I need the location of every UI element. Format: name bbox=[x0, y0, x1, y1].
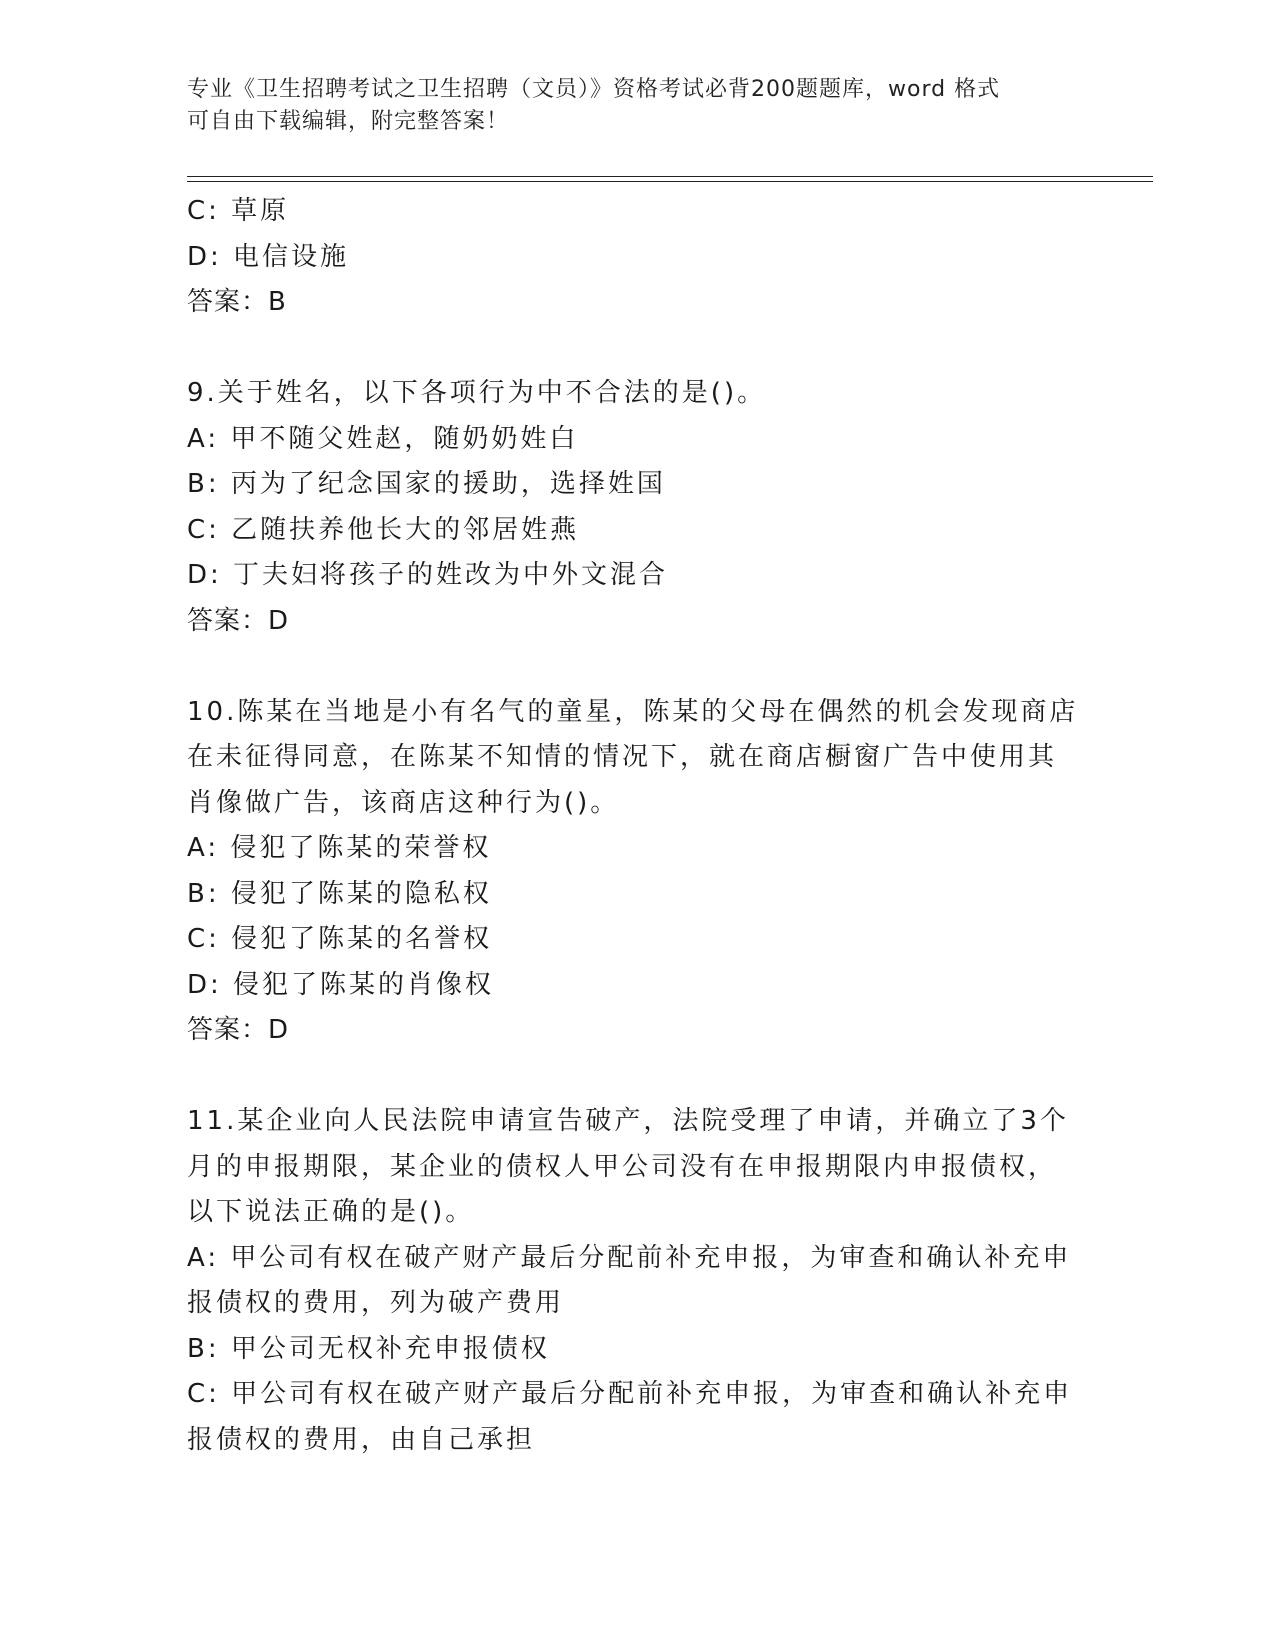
header-line-2: 可自由下载编辑，附完整答案！ bbox=[187, 109, 510, 134]
header-line-1: 专业《卫生招聘考试之卫生招聘（文员）》资格考试必背200题题库，word 格式 bbox=[187, 77, 1001, 102]
answer-line: 答案：D bbox=[187, 605, 290, 636]
header-rule-bottom bbox=[187, 181, 1153, 182]
question-line: 月的申报期限，某企业的债权人甲公司没有在申报期限内申报债权， bbox=[187, 1151, 1058, 1182]
question-line: C: 侵犯了陈某的名誉权 bbox=[187, 924, 493, 954]
question-line: 11.某企业向人民法院申请宣告破产，法院受理了申请，并确立了3个 bbox=[187, 1106, 1069, 1136]
question-block bbox=[187, 1099, 1087, 1463]
question-line: D: 侵犯了陈某的肖像权 bbox=[187, 969, 495, 1000]
question-line: 在未征得同意，在陈某不知情的情况下，就在商店橱窗广告中使用其 bbox=[187, 742, 1058, 772]
answer-line: 答案：D bbox=[187, 1015, 290, 1045]
block-gap bbox=[187, 1054, 1087, 1100]
question-line: 肖像做广告，该商店这种行为()。 bbox=[187, 787, 620, 818]
question-block bbox=[187, 371, 1087, 644]
block-gap bbox=[187, 326, 1087, 372]
question-line: D: 电信设施 bbox=[187, 241, 350, 272]
question-line: C: 草原 bbox=[187, 196, 290, 226]
question-line: B: 侵犯了陈某的隐私权 bbox=[187, 878, 492, 909]
question-line: A: 甲公司有权在破产财产最后分配前补充申报，为审查和确认补充申 bbox=[187, 1242, 1072, 1273]
question-line: 报债权的费用，由自己承担 bbox=[187, 1424, 536, 1455]
document-header bbox=[187, 74, 1067, 138]
block-gap bbox=[187, 644, 1087, 690]
question-line: 9.关于姓名，以下各项行为中不合法的是()。 bbox=[187, 378, 767, 408]
question-list bbox=[187, 189, 1087, 1463]
question-line: C: 甲公司有权在破产财产最后分配前补充申报，为审查和确认补充申 bbox=[187, 1379, 1073, 1409]
header-rule-top bbox=[187, 176, 1153, 177]
question-line: B: 甲公司无权补充申报债权 bbox=[187, 1333, 550, 1364]
answer-line: 答案：B bbox=[187, 287, 287, 317]
question-block bbox=[187, 189, 1087, 326]
question-block bbox=[187, 690, 1087, 1054]
question-line: C: 乙随扶养他长大的邻居姓燕 bbox=[187, 514, 580, 545]
question-line: 以下说法正确的是()。 bbox=[187, 1197, 475, 1227]
question-line: 报债权的费用，列为破产费用 bbox=[187, 1288, 565, 1318]
question-line: A: 甲不随父姓赵，随奶奶姓白 bbox=[187, 423, 579, 454]
question-line: 10.陈某在当地是小有名气的童星，陈某的父母在偶然的机会发现商店 bbox=[187, 696, 1079, 727]
question-line: B: 丙为了纪念国家的援助，选择姓国 bbox=[187, 469, 666, 499]
question-line: D: 丁夫妇将孩子的姓改为中外文混合 bbox=[187, 560, 669, 590]
question-line: A: 侵犯了陈某的荣誉权 bbox=[187, 833, 492, 863]
